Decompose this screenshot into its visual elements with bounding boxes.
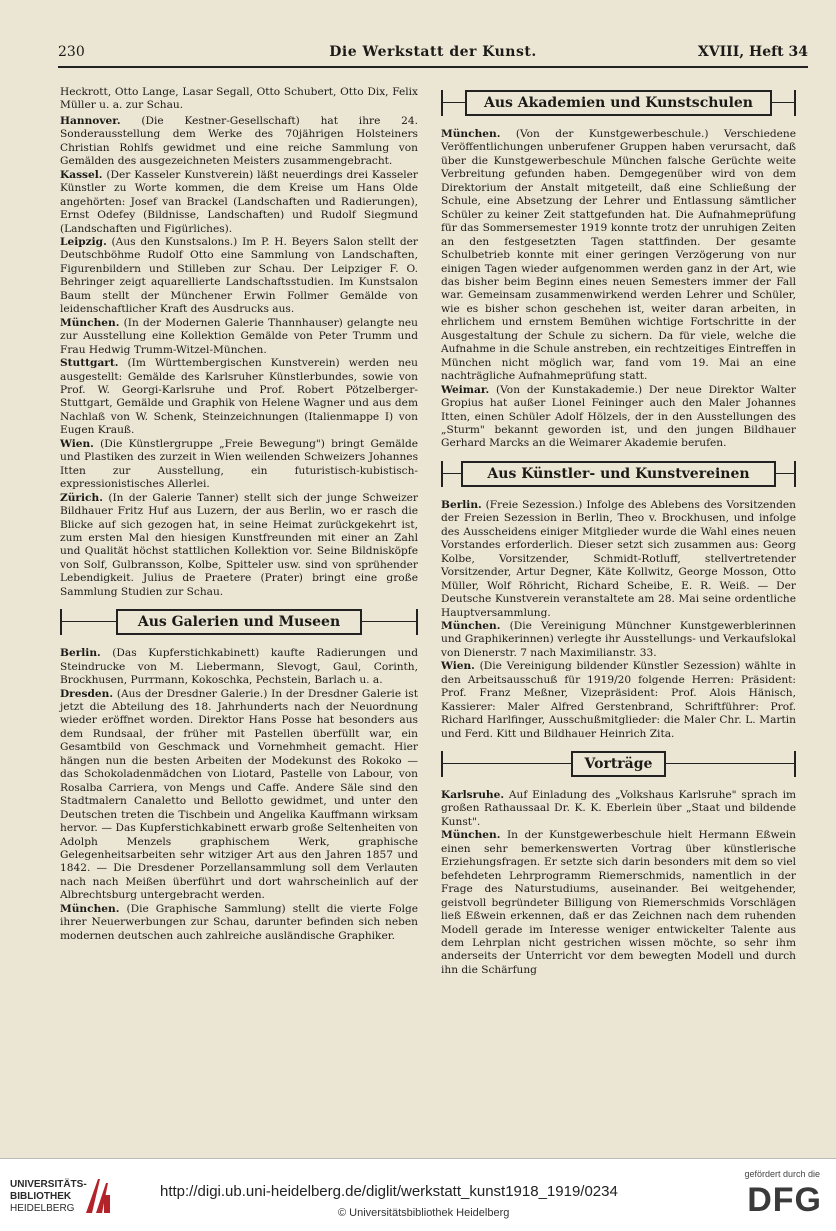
viewer-footer xyxy=(0,1158,836,1231)
paragraph: Zürich. (In der Galerie Tanner) stellt sich der junge Schweizer Bildhauer Fritz Huf aus Luzern, der aus Berlin, wo er rasch die Blicke auf sich gezogen hat, in seine Heimat zurückgekehrt ist, zum ersten Mal den hiesigen Kunstfreunden mit einer an Zahl und Qualität höchst stattlichen Kollektion vor. Seine Bildnisköpfe von Solf, Gulbransson, Kolbe, Spitteler usw. sind von sprühender Lebendigkeit. Julius de Praetere (Prater) bringt eine große Sammlung Studien zur Schau. xyxy=(60,491,418,598)
place-name: München. xyxy=(441,829,501,842)
paragraph: München. (In der Modernen Galerie Thannhauser) gelangte neu zur Ausstellung eine Kollektion Gemälde von Peter Trumm und Frau Hedwig Trumm-Witzel-München. xyxy=(60,316,418,356)
place-name: Stuttgart. xyxy=(60,357,119,370)
section-title: Aus Akademien und Kunstschulen xyxy=(465,90,772,116)
section-heading-galleries xyxy=(60,609,418,635)
funding-note: gefördert durch die xyxy=(744,1169,820,1179)
place-name: München. xyxy=(441,619,501,632)
section-title: Vorträge xyxy=(571,751,666,777)
paragraph: Wien. (Die Künstlergruppe „Freie Bewegung") bringt Gemälde und Plastiken des zurzeit in Wien weilenden Schweizers Johannes Itten zur Ausstellung, ein futuristisch-kubistisch-expressionistisches Allerlei. xyxy=(60,437,418,491)
paragraph: München. (Von der Kunstgewerbeschule.) Verschiedene Veröffentlichungen unberufener Gruppen haben verursacht, daß über die Kunstgewerbeschule München falsche Gerüchte weite Verbreitung gefunden haben. Demgegenüber wird von dem Direktorium der Anstalt mitgeteilt, daß eine Schließung der Schule, eine Absetzung der Lehrer und Entlassung sämtlicher Schüler zu keiner Zeit stattgefunden hat. Die Aufnahmeprüfung für das Sommersemester 1919 konnte trotz der unruhigen Zeiten an den festgesetzten Tagen stattfinden. Der gesamte Schulbetrieb konnte mit einer geringen Verzögerung von nur einigen Tagen wieder aufgenommen werden ganz in der Art, wie das bisher beim Beginn eines neuen Semesters immer der Fall war. Gemeinsam zusammenwirkend werden Lehrer und Schüler, wie es bisher schon geschehen ist, weiter daran arbeiten, in ehrlichem und ernstem Bemühen wichtige Fortschritte in der Ausgestaltung der Schule zu sichern. Da für viele, welche die Aufnahme in die Schule anstreben, ein rechtzeitiges Eintreffen in München nicht möglich war, fand vom 19. Mai an eine nachträgliche Aufnahmeprüfung statt. xyxy=(441,128,796,383)
paragraph: Dresden. (Aus der Dresdner Galerie.) In der Dresdner Galerie ist jetzt die Abteilung des 18. Jahrhunderts nach der Neuordnung wieder eröffnet worden. Direktor Hans Posse hat besonders aus dem Rundsaal, der früher mit Pastellen überfüllt war, ein Gesamtbild von Geschmack und Vornehmheit gemacht. Hier hängen nun die besten Arbeiten der Modekunst des Rokoko — das Schokoladenmädchen von Liotard, Pastelle von Labour, von Rosalba Carriera, von Mengs und Caffe. Andere Säle sind den Stadtmalern Canaletto und Bellotto gewidmet, und unter den Deutschen treten die Tischbein und Angelika Kauffmann wirksam hervor. — Das Kupferstichkabinett erwarb große Seltenheiten von Adolph Menzels graphischem Werk, graphische Gelegenheitsarbeiten sehr witziger Art aus den Jahren 1857 und 1842. — Die Dresdener Porzellansammlung soll dem Verlauten nach nach Meißen überführt und dort wahrscheinlich auf der Albrechtsburg untergebracht werden. xyxy=(60,687,418,902)
copyright-notice: © Universitätsbibliothek Heidelberg xyxy=(338,1207,510,1219)
section-title: Aus Künstler- und Kunstvereinen xyxy=(461,461,776,487)
issue-number: XVIII, Heft 34 xyxy=(697,44,808,60)
paragraph: Stuttgart. (Im Württembergischen Kunstverein) werden neu ausgestellt: Gemälde des Karlsruher Künstlerbundes, sowie von Prof. W. Georgi-Karlsruhe und Prof. Robert Pötzelberger-Stuttgart, Gemälde und Graphik von Helene Wagner und aus dem Nachlaß von W. Schenk, Steinzeichnungen (Italienmappe I) von Eugen Krauß. xyxy=(60,357,418,437)
paragraph: München. In der Kunstgewerbeschule hielt Hermann Eßwein einen sehr bemerkenswerten Vortrag über künstlerische Erziehungsfragen. Er setzte sich darin besonders mit dem so viel befehdeten Lehrprogramm Riemerschmids, namentlich in der Frage des Naturstudiums, auseinander. Bei weitgehender, geistvoll begründeter Billigung von Riemerschmids Vorschlägen ließ Eßwein erkennen, daß er das Zeichnen nach dem ruhenden Modell gerade im Interesse weniger entwickelter Talente aus dem Lehrplan nicht gestrichen wissen möchte, so sehr ihm anderseits der Unterricht vor dem bewegten Modell und durch ihn die Schärfung xyxy=(441,829,797,976)
running-header xyxy=(58,44,808,64)
library-logo-icon xyxy=(84,1175,114,1215)
place-name: Wien. xyxy=(441,660,475,673)
paragraph: Karlsruhe. Auf Einladung des „Volkshaus Karlsruhe" sprach im großen Rathaussaal Dr. K. K. Eberlein über „Staat und bildende Kunst". xyxy=(441,789,796,828)
section-heading-lectures xyxy=(441,751,796,777)
place-name: München. xyxy=(60,902,120,915)
header-rule xyxy=(58,66,808,68)
paragraph: München. (Die Vereinigung Münchner Kunstgewerblerinnen und Graphikerinnen) verlegte ihr Ausstellungs- und Verkaufslokal von Dienerstr. 7 nach Maximilianstr. 33. xyxy=(441,619,797,659)
paragraph: Heckrott, Otto Lange, Lasar Segall, Otto Schubert, Otto Dix, Felix Müller u. a. zur Schau. xyxy=(60,86,418,112)
paragraph: Berlin. (Freie Sezession.) Infolge des Ablebens des Vorsitzenden der Freien Sezession in Berlin, Theo v. Brockhusen, und infolge des Ausscheidens einiger Mitglieder wurde die Wahl eines neuen Vorstandes erforderlich. Dieser setzt sich zusammen aus: Georg Kolbe, Vorsitzender, Schmidt-Rotluff, stellvertretender Vorsitzender, Artur Degner, Käte Kollwitz, George Mosson, Otto Müller, Wolf Röhricht, Richard Scheibe, E. R. Weiß. — Der Deutsche Kunstverein veranstaltete am 28. Mai seine ordentliche Hauptversammlung. xyxy=(441,498,797,619)
right-column xyxy=(441,90,796,977)
paragraph: Weimar. (Von der Kunstakademie.) Der neue Direktor Walter Gropius hat außer Lionel Feininger auch den Maler Johannes Itten, einen Schüler Adolf Hölzels, der in den Ausstellungen des „Sturm" bekannt geworden ist, und den jungen Bildhauer Gerhard Marcks an die Weimarer Akademie berufen. xyxy=(441,383,796,450)
library-name: UNIVERSITÄTS- BIBLIOTHEK HEIDELBERG xyxy=(10,1179,87,1214)
place-name: München. xyxy=(441,128,501,140)
journal-title: Die Werkstatt der Kunst. xyxy=(329,44,537,60)
section-heading-academies xyxy=(441,90,796,116)
paragraph: Leipzig. (Aus den Kunstsalons.) Im P. H. Beyers Salon stellt der Deutschböhme Rudolf Otto eine Sammlung von Landschaften, Figurenbildern und Stilleben zur Schau. Der Leipziger F. O. Behringer zeigt aquarellierte Landschaftsstudien. Im Kunstsalon Baum stellt der Münchener Erwin Follmer Gemälde von leidenschaftlicher Kraft des Ausdrucks aus. xyxy=(60,235,418,316)
left-column xyxy=(60,86,418,943)
place-name: Zürich. xyxy=(60,491,103,504)
page-number: 230 xyxy=(58,44,85,60)
place-name: Berlin. xyxy=(441,498,482,511)
place-name: Leipzig. xyxy=(60,235,107,248)
place-name: Berlin. xyxy=(60,647,101,660)
section-heading-artist-associations xyxy=(441,461,796,487)
paragraph: Hannover. (Die Kestner-Gesellschaft) hat ihre 24. Sonderausstellung dem Werke des 70jährigen Holsteiners Christian Rohlfs gewidmet und eine reiche Sammlung von Gemälden des ausgezeichneten Meisters zusammengebracht. xyxy=(60,114,419,168)
place-name: Kassel. xyxy=(60,168,103,181)
dfg-logo: DFG xyxy=(747,1181,822,1219)
place-name: Karlsruhe. xyxy=(441,789,505,802)
paragraph: Berlin. (Das Kupferstichkabinett) kaufte Radierungen und Steindrucke von M. Liebermann, Slevogt, Gaul, Corinth, Brockhusen, Purrmann, Kokoschka, Pechstein, Barlach u. a. xyxy=(60,647,418,687)
place-name: Wien. xyxy=(60,437,94,450)
place-name: Dresden. xyxy=(60,687,114,700)
paragraph: Kassel. (Der Kasseler Kunstverein) läßt neuerdings drei Kasseler Künstler zu Worte kommen, die dem Kreise um Hans Olde angehörten: Josef van Brackel (Landschaften und Radierungen), Ernst Odefey (Bildnisse, Landschaften) und Rudolf Siegmund (Landschaften und Figürliches). xyxy=(60,168,418,235)
paragraph: München. (Die Graphische Sammlung) stellt die vierte Folge ihrer Neuerwerbungen zur Schau, darunter befinden sich neben modernen deutschen auch zahlreiche ausländische Graphiker. xyxy=(60,902,419,942)
place-name: Hannover. xyxy=(60,114,121,127)
paragraph: Wien. (Die Vereinigung bildender Künstler Sezession) wählte in den Arbeitsausschuß für 1919/20 folgende Herren: Präsident: Prof. Franz Meßner, Vizepräsident: Prof. Alois Hänisch, Kassierer: Maler Alfred Gerstenbrand, Schriftführer: Prof. Richard Harlfinger, Ausschußmitglieder: die Maler Chr. L. Martin und Ferd. Kitt und Bildhauer Heinrich Zita. xyxy=(441,660,797,740)
place-name: Weimar. xyxy=(441,383,490,396)
permalink-url[interactable]: http://digi.ub.uni-heidelberg.de/diglit/werkstatt_kunst1918_1919/0234 xyxy=(160,1183,618,1200)
section-title: Aus Galerien und Museen xyxy=(116,609,362,635)
place-name: München. xyxy=(60,316,120,329)
